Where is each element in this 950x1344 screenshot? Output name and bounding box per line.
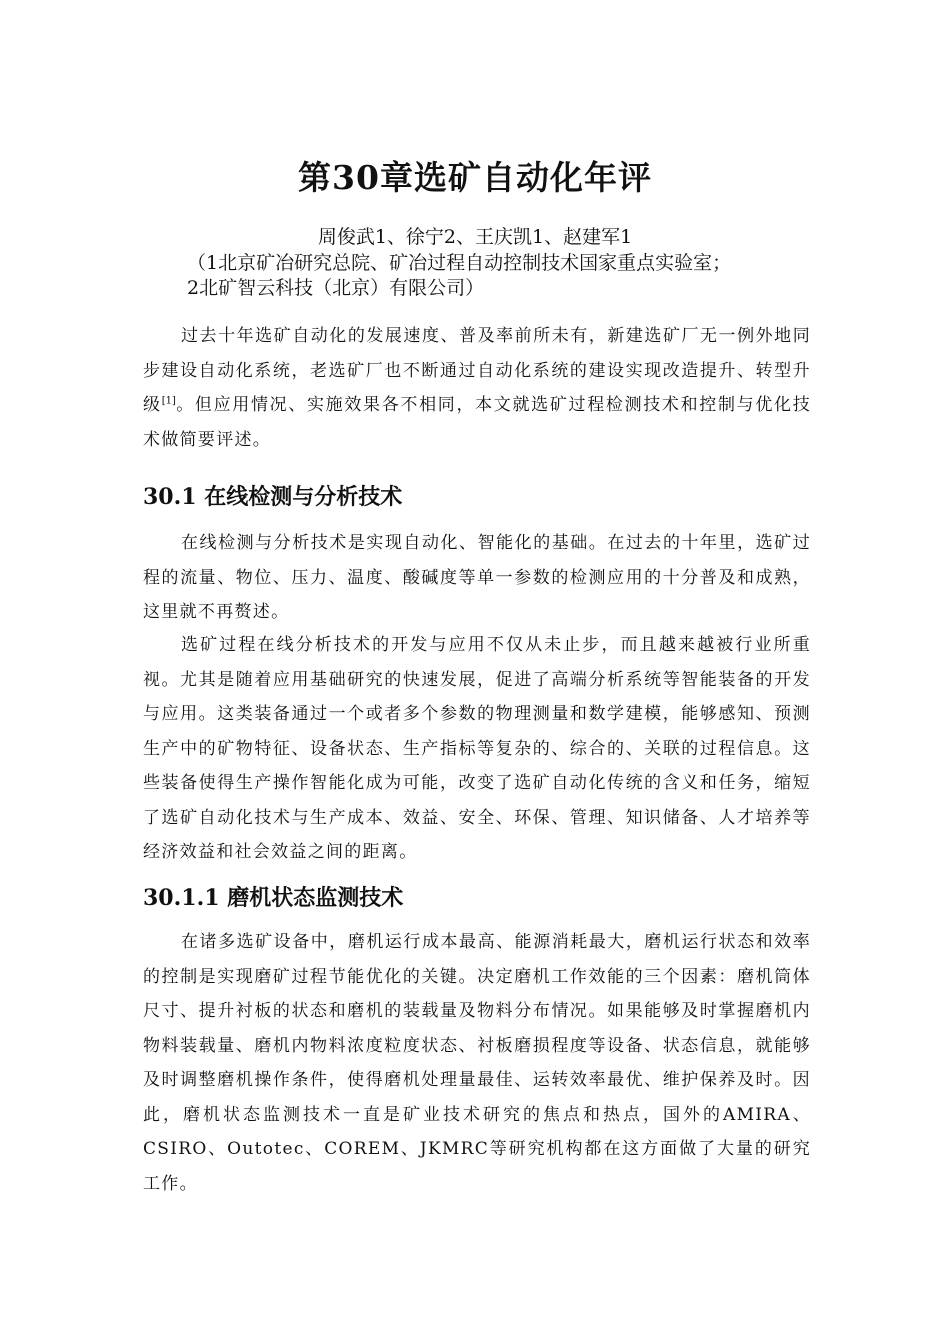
section-heading-30-1-1: 30.1.1 磨机状态监测技术 [143, 885, 404, 911]
affiliation-line-1: （1北京矿冶研究总院、矿冶过程自动控制技术国家重点实验室； [187, 252, 732, 274]
section-heading-30-1: 30.1 在线检测与分析技术 [143, 484, 403, 510]
author-list: 周俊武1、徐宁2、王庆凯1、赵建军1 [317, 226, 633, 248]
section-30-1-paragraph-2: 选矿过程在线分析技术的开发与应用不仅从未止步，而且越来越被行业所重视。尤其是随着应用基础研究的快速发展，促进了高端分析系统等智能装备的开发与应用。这类装备通过一个或者多个参数的物理测量和数学建模，能够感知、预测生产中的矿物特征、设备状态、生产指标等复杂的、综合的、关联的过程信息。这些装备使得生产操作智能化成为可能，改变了选矿自动化传统的含义和任务，缩短了选矿自动化技术与生产成本、效益、安全、环保、管理、知识储备、人才培养等经济效益和社会效益之间的距离。 [143, 635, 811, 862]
intro-text-part-2: 。但应用情况、实施效果各不相同，本文就选矿过程检测技术和控制与优化技术做简要评述。 [143, 395, 811, 450]
affiliation-line-2: 2北矿智云科技（北京）有限公司） [187, 277, 485, 299]
chapter-title: 第30章选矿自动化年评 [298, 158, 652, 197]
citation-reference[interactable]: [1] [161, 395, 176, 407]
section-30-1-1-paragraph-1: 在诸多选矿设备中，磨机运行成本最高、能源消耗最大，磨机运行状态和效率的控制是实现磨矿过程节能优化的关键。决定磨机工作效能的三个因素：磨机筒体尺寸、提升衬板的状态和磨机的装载量及物料分布情况。如果能够及时掌握磨机内物料装载量、磨机内物料浓度粒度状态、衬板磨损程度等设备、状态信息，就能够及时调整磨机操作条件，使得磨机处理量最佳、运转效率最优、维护保养及时。因此，磨机状态监测技术一直是矿业技术研究的焦点和热点，国外的AMIRA、CSIRO、Outotec、COREM、JKMRC等研究机构都在这方面做了大量的研究工作。 [143, 932, 811, 1194]
intro-paragraph [143, 319, 811, 457]
section-30-1-paragraph-1: 在线检测与分析技术是实现自动化、智能化的基础。在过去的十年里，选矿过程的流量、物位、压力、温度、酸碱度等单一参数的检测应用的十分普及和成熟，这里就不再赘述。 [143, 533, 811, 622]
intro-text-part-1: 过去十年选矿自动化的发展速度、普及率前所未有，新建选矿厂无一例外地同步建设自动化系统，老选矿厂也不断通过自动化系统的建设实现改造提升、转型升级 [143, 326, 811, 415]
